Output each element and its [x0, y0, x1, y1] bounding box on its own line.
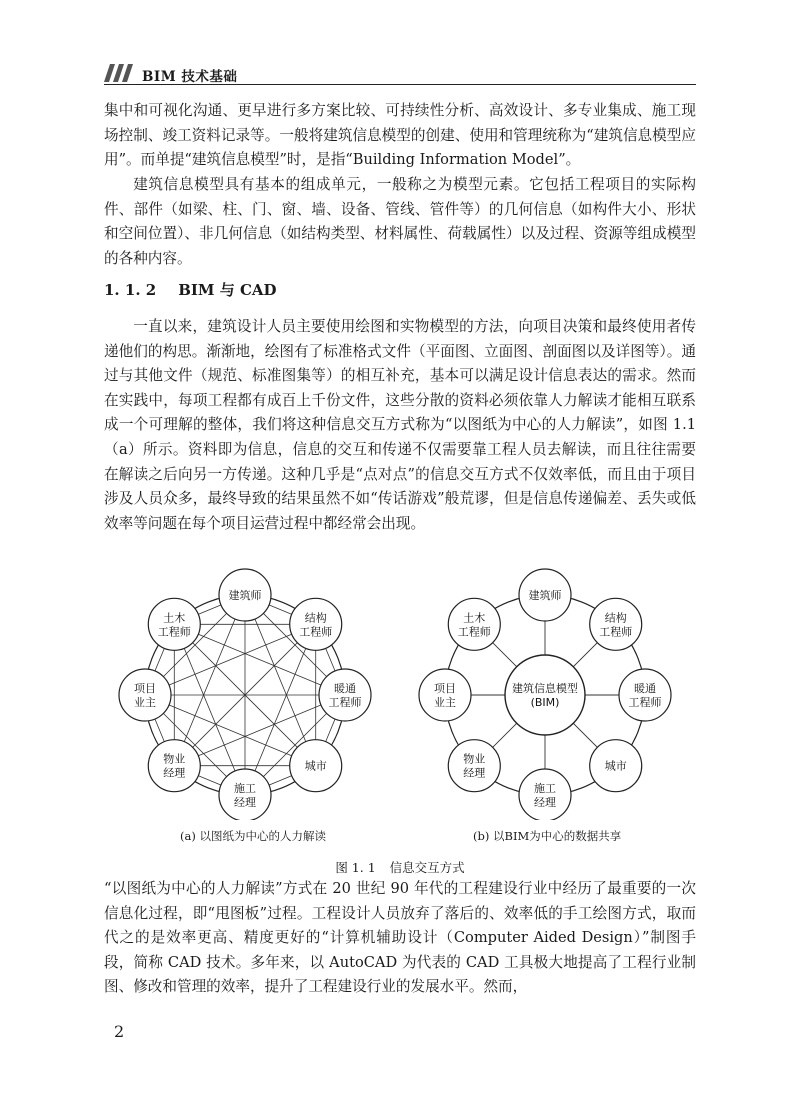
- a-node-2: [319, 669, 371, 721]
- header-stripes-icon: [104, 64, 144, 82]
- bim-hub-label: 建筑信息模型(BIM): [512, 682, 578, 709]
- b-node-label-0: 建筑师: [528, 589, 562, 602]
- a-node-label-7: 土木工程师: [157, 611, 191, 639]
- figure-1-1: [110, 560, 700, 850]
- b-node-label-5: 物业经理: [463, 752, 486, 780]
- a-node-label-5: 物业经理: [163, 752, 186, 780]
- a-node-label-1: 结构工程师: [299, 611, 333, 639]
- caption-a: (a) 以图纸为中心的人力解读: [180, 829, 326, 843]
- diagram-b: [410, 560, 690, 820]
- b-node-label-2: 暖通工程师: [628, 682, 662, 709]
- section-number: 1. 1. 2: [104, 281, 157, 299]
- caption-b: (b) 以BIM为中心的数据共享: [473, 829, 622, 843]
- paragraph-3: 一直以来，建筑设计人员主要使用绘图和实物模型的方法，向项目决策和最终使用者传递他们的构思。渐渐地，绘图有了标准格式文件（平面图、立面图、剖面图以及详图等）。通过与其他文件（规范、标准图集等）的相互补充，基本可以满足设计信息表达的需求。然而在实践中，每项工程都有成百上千份文件，这些分散的资料必须依靠人力解读才能相互联系成一个可理解的整体，我们将这种信息交互方式称为“以图纸为中心的人力解读”，如图 1.1（a）所示。资料即为信息，信息的交互和传递不仅需要靠工程人员去解读，而且往往需要在解读之后向另一方传递。这种几乎是“点对点”的信息交互方式不仅效率低，而且由于项目涉及人员众多，最终导致的结果虽然不如“传话游戏”般荒谬，但是信息传递偏差、丢失或低效率等问题在每个项目运营过程中都经常会出现。: [104, 318, 696, 532]
- paragraph-4: “以图纸为中心的人力解读”方式在 20 世纪 90 年代的工程建设行业中经历了最重要的一次信息化过程，即“甩图板”过程。工程设计人员放弃了落后的、效率低的手工绘图方式，取而代之的是效率更高、精度更好的“计算机辅助设计（Computer Aided Design）”制图手段，简称 CAD 技术。多年来，以 AutoCAD 为代表的 CAD 工具极大地提高了工程行业制图、修改和管理的效率，提升了工程建设行业的发展水平。然而，: [104, 880, 696, 996]
- figure-title-text: 信息交互方式: [389, 860, 465, 875]
- figure-title: [0, 858, 800, 876]
- b-node-label-3: 城市: [604, 759, 627, 773]
- bim-hub: [505, 655, 585, 735]
- diagram-a: [110, 560, 390, 820]
- header-title: BIM 技术基础: [142, 69, 238, 85]
- a-node-label-6: 项目业主: [134, 682, 156, 709]
- a-node-label-3: 城市: [304, 759, 327, 773]
- paragraph-1: 集中和可视化沟通、更早进行多方案比较、可持续性分析、高效设计、多专业集成、施工现场控制、竣工资料记录等。一般将建筑信息模型的创建、使用和管理统称为“建筑信息模型应用”。而单提“建筑信息模型”时，是指“Building Information Model”。: [104, 102, 696, 169]
- b-node-label-7: 土木工程师: [457, 611, 491, 639]
- section-heading: [104, 279, 277, 300]
- a-node-label-0: 建筑师: [228, 589, 262, 602]
- b-node-6: [419, 669, 471, 721]
- b-node-label-1: 结构工程师: [599, 611, 633, 639]
- header-rule: [104, 84, 696, 85]
- figure-number: 图 1. 1: [335, 860, 376, 875]
- paragraph-2: 建筑信息模型具有基本的组成单元，一般称之为模型元素。它包括工程项目的实际构件、部件（如梁、柱、门、窗、墙、设备、管线、管件等）的几何信息（如构件大小、形状和空间位置）、非几何信息（如结构类型、材料属性、荷载属性）以及过程、资源等组成模型的各种内容。: [104, 176, 696, 267]
- page-number: 2: [114, 1022, 125, 1041]
- a-node-label-2: 暖通工程师: [328, 682, 362, 709]
- a-node-label-4: 施工经理: [234, 782, 256, 809]
- running-header: [104, 62, 696, 86]
- b-node-label-6: 项目业主: [434, 682, 456, 709]
- section-title: BIM 与 CAD: [178, 281, 277, 299]
- a-node-6: [119, 669, 171, 721]
- b-node-2: [619, 669, 671, 721]
- b-node-label-4: 施工经理: [534, 782, 556, 809]
